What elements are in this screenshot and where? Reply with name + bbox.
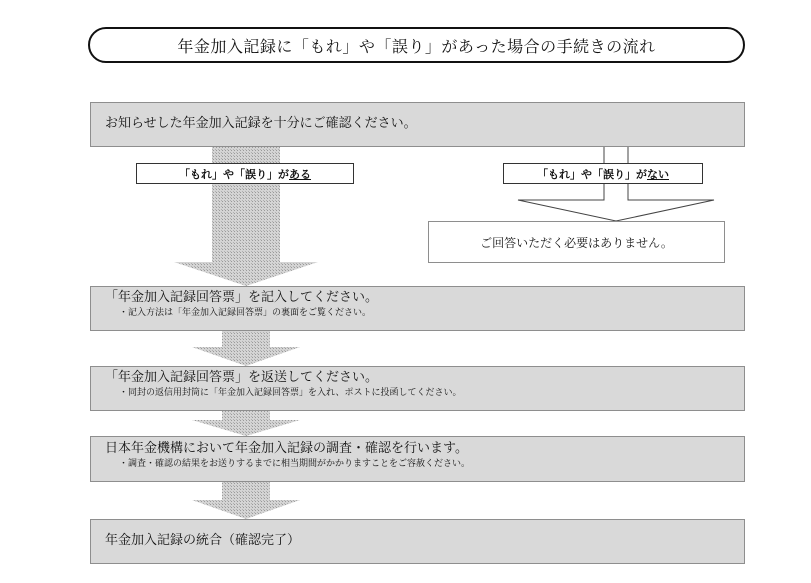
- branch-yes-emph: ある: [289, 167, 311, 181]
- branch-yes-prefix: 「もれ」や「誤り」が: [179, 167, 289, 181]
- step-investigation-note: ・調査・確認の結果をお送りするまでに相当期間がかかりますことをご容赦ください。: [119, 459, 471, 470]
- step-fill-answer-sheet: [90, 286, 745, 331]
- step-return-answer-sheet: [90, 366, 745, 411]
- step-fill-answer-sheet-note: ・記入方法は「年金加入記録回答票」の裏面をご覧ください。: [119, 308, 372, 319]
- step-confirm-record-text: お知らせした年金加入記録を十分にご確認ください。: [105, 116, 417, 132]
- arrow-investigate-to-merge: [192, 482, 300, 519]
- step-investigation: [90, 436, 745, 482]
- arrow-no-branch: [518, 147, 714, 221]
- arrow-return-to-investigate: [192, 411, 300, 436]
- no-answer-needed-text: ご回答いただく必要はありません。: [480, 235, 673, 250]
- step-return-answer-sheet-note: ・同封の返信用封筒に「年金加入記録回答票」を入れ、ポストに投函してください。: [119, 388, 462, 399]
- flow-title-text: 年金加入記録に「もれ」や「誤り」があった場合の手続きの流れ: [177, 36, 656, 56]
- step-fill-answer-sheet-text: 「年金加入記録回答票」を記入してください。: [105, 290, 379, 305]
- step-record-merge-text: 年金加入記録の統合（確認完了）: [105, 533, 301, 549]
- step-confirm-record: [90, 102, 745, 147]
- branch-yes-label: [136, 163, 354, 184]
- step-return-answer-sheet-text: 「年金加入記録回答票」を返送してください。: [105, 370, 379, 385]
- branch-no-emph: ない: [647, 167, 669, 181]
- arrow-fill-to-return: [192, 331, 300, 366]
- no-answer-needed-box: [428, 221, 725, 263]
- step-record-merge: [90, 519, 745, 564]
- branch-no-label: [503, 163, 703, 184]
- branch-no-prefix: 「もれ」や「誤り」が: [537, 167, 647, 181]
- step-investigation-text: 日本年金機構において年金加入記録の調査・確認を行います。: [105, 441, 468, 456]
